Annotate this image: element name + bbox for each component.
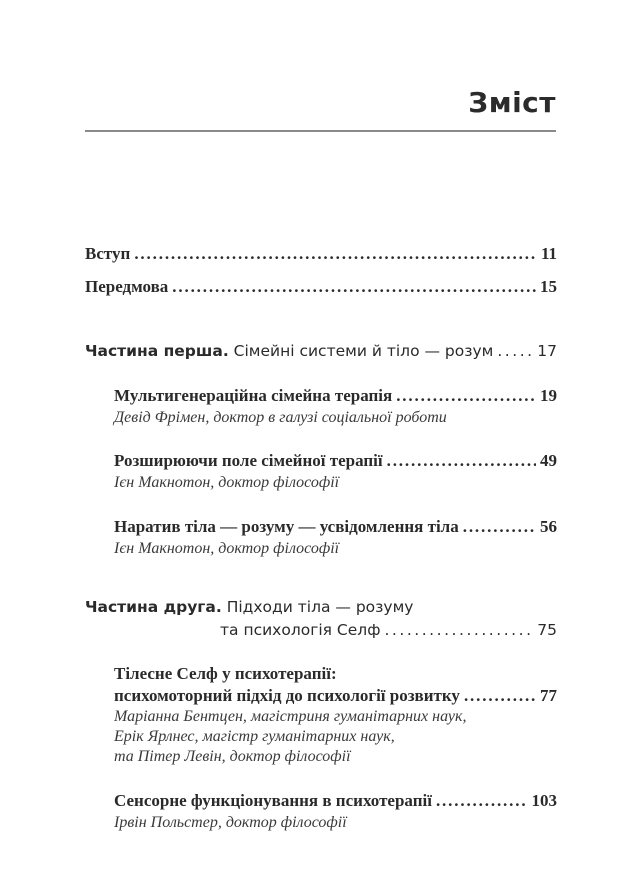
page-title: Зміст (468, 86, 556, 119)
dot-leader (436, 791, 528, 811)
page-number: 15 (540, 277, 557, 296)
dot-leader (134, 244, 537, 264)
toc-chapter[interactable] (114, 386, 557, 406)
title-rule (85, 130, 556, 132)
toc-chapter-line-1[interactable] (114, 664, 337, 684)
page-number: 19 (540, 386, 557, 405)
dot-leader (464, 686, 536, 706)
dot-leader (497, 342, 533, 360)
page-number: 17 (537, 342, 557, 360)
page-number: 56 (540, 517, 557, 536)
chapter-author: Девід Фрімен, доктор в галузі соціальної роботи (114, 409, 447, 426)
page-number: 49 (540, 451, 557, 470)
chapter-author: та Пітер Левін, доктор філософії (114, 748, 351, 765)
part-title: Підходи тіла — розуму (226, 598, 414, 616)
toc-part-2-line-1[interactable] (85, 598, 413, 616)
chapter-author: Ієн Макнотон, доктор філософії (114, 540, 340, 557)
entry-title: Вступ (85, 244, 131, 263)
part-title: Сімейні системи й тіло — розум (233, 342, 494, 360)
toc-entry-foreword[interactable] (85, 277, 557, 297)
chapter-title: Тілесне Селф у психотерапії: (114, 664, 337, 683)
entry-title: Передмова (85, 277, 169, 296)
page-number: 11 (540, 244, 557, 263)
chapter-title: Розширюючи поле сімейної терапії (114, 451, 383, 470)
toc-chapter[interactable] (114, 451, 557, 471)
toc-part-1[interactable] (85, 342, 557, 360)
chapter-title-cont: психомоторний підхід до психології розвитку (114, 686, 460, 705)
chapter-title: Мультигенераційна сімейна терапія (114, 386, 393, 405)
part-label: Частина друга. (85, 598, 222, 616)
chapter-title: Сенсорне функціонування в психотерапії (114, 791, 432, 810)
dot-leader (172, 277, 536, 297)
toc-entry-intro[interactable] (85, 244, 557, 264)
chapter-author: Ерік Ярлнес, магістр гуманітарних наук, (114, 728, 395, 745)
chapter-title: Наратив тіла — розуму — усвідомлення тіла (114, 517, 459, 536)
dot-leader (396, 386, 536, 406)
page-number: 77 (540, 686, 557, 705)
chapter-author: Ієн Макнотон, доктор філософії (114, 474, 340, 491)
toc-chapter[interactable] (114, 791, 557, 811)
page-number: 103 (531, 791, 557, 810)
dot-leader (384, 621, 533, 639)
dot-leader (463, 517, 536, 537)
part-title-cont: та психологія Селф (220, 621, 381, 639)
toc-chapter[interactable] (114, 517, 557, 537)
page-number: 75 (537, 621, 557, 639)
chapter-author: Ірвін Польстер, доктор філософії (114, 814, 347, 831)
part-label: Частина перша. (85, 342, 229, 360)
chapter-author: Маріанна Бентцен, магістриня гуманітарних наук, (114, 708, 467, 725)
dot-leader (387, 451, 536, 471)
toc-part-2-line-2[interactable] (220, 621, 557, 639)
toc-chapter-line-2[interactable] (114, 686, 557, 706)
